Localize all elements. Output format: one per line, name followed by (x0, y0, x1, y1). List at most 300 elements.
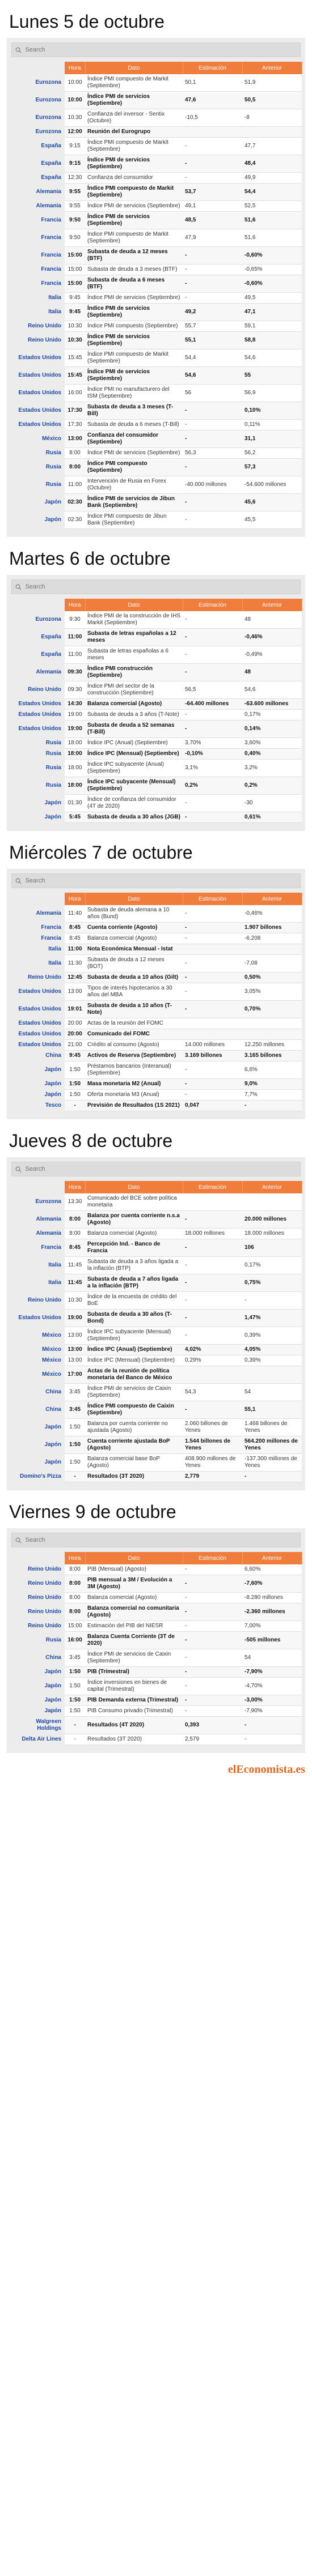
header-estimacion[interactable]: Estimación (183, 1181, 242, 1193)
search-bar[interactable] (11, 873, 301, 888)
table-row[interactable] (11, 1355, 302, 1366)
row-dato: Préstamos bancarios (Interanual) (Septiembre) (85, 1061, 183, 1079)
row-hora: 02:30 (65, 511, 85, 529)
table-row[interactable] (11, 1667, 302, 1678)
table-row[interactable] (11, 1211, 302, 1229)
row-hora: 11:00 (65, 629, 85, 646)
row-dato: Índice PMI de servicios (Septiembre) (85, 304, 183, 321)
row-country: Eurozona (11, 74, 65, 92)
row-anterior: -0,49% (242, 646, 302, 664)
row-dato: Cuenta corriente (Agosto) (85, 923, 183, 933)
row-hora: 17:30 (65, 420, 85, 430)
table-row[interactable] (11, 1090, 302, 1101)
row-estimacion (183, 1029, 242, 1040)
row-estimacion: - (183, 402, 242, 420)
table-row[interactable] (11, 1292, 302, 1310)
header-anterior[interactable]: Anterior (242, 893, 302, 905)
row-hora: 1:50 (65, 1079, 85, 1090)
row-hora: 9:55 (65, 184, 85, 201)
header-estimacion[interactable]: Estimación (183, 893, 242, 905)
table-row[interactable] (11, 1366, 302, 1384)
row-country: Japón (11, 795, 65, 812)
table-row[interactable] (11, 448, 302, 459)
row-anterior (242, 1193, 302, 1211)
row-estimacion (183, 1193, 242, 1211)
header-dato[interactable]: Dato (85, 1181, 183, 1193)
row-anterior: 1.907 billones (242, 923, 302, 933)
row-dato: Nota Económica Mensual - Istat (85, 944, 183, 955)
row-dato: Oferta monetaria M3 (Anual) (85, 1090, 183, 1101)
eleconomista-logo: elEconomista.es (227, 1763, 305, 1776)
row-country: Japón (11, 1436, 65, 1454)
table-row[interactable] (11, 795, 302, 812)
row-anterior: -63.600 millones (242, 699, 302, 710)
table-row[interactable] (11, 321, 302, 332)
table-row[interactable] (11, 265, 302, 275)
row-hora: 8:45 (65, 923, 85, 933)
table-row[interactable] (11, 973, 302, 983)
row-country: España (11, 646, 65, 664)
row-country: Francia (11, 933, 65, 944)
row-estimacion: - (183, 1401, 242, 1419)
row-country: España (11, 629, 65, 646)
row-country: Eurozona (11, 1193, 65, 1211)
row-hora: 8:00 (65, 448, 85, 459)
header-anterior[interactable]: Anterior (242, 599, 302, 611)
table-row[interactable] (11, 1040, 302, 1051)
row-anterior: -8.280 millones (242, 1593, 302, 1603)
row-anterior: 0,70% (242, 1001, 302, 1018)
search-input[interactable] (26, 1166, 297, 1172)
row-anterior: 48 (242, 664, 302, 681)
row-anterior: 3,60% (242, 738, 302, 749)
search-input[interactable] (26, 1537, 297, 1543)
row-hora: 13:00 (65, 1327, 85, 1345)
row-hora: 1:50 (65, 1419, 85, 1436)
header-anterior[interactable]: Anterior (242, 1181, 302, 1193)
table-row[interactable] (11, 304, 302, 321)
row-dato: Cuenta corriente ajustada BoP (Agosto) (85, 1436, 183, 1454)
table-row[interactable] (11, 1734, 302, 1745)
table-row[interactable] (11, 138, 302, 155)
table-row[interactable] (11, 402, 302, 420)
row-country: España (11, 138, 65, 155)
row-hora: 09:30 (65, 664, 85, 681)
row-hora: 8:45 (65, 1239, 85, 1257)
row-country: Eurozona (11, 92, 65, 109)
table-row[interactable] (11, 155, 302, 173)
row-country: Reino Unido (11, 321, 65, 332)
row-dato: Índice PMI del sector de la construcción (Septiembre) (85, 681, 183, 699)
row-country: Estados Unidos (11, 710, 65, 720)
table-row[interactable] (11, 1401, 302, 1419)
search-icon (15, 583, 22, 590)
row-anterior: 54 (242, 1649, 302, 1667)
row-anterior: 51,9 (242, 74, 302, 92)
table-row[interactable] (11, 1101, 302, 1111)
row-estimacion: - (183, 265, 242, 275)
row-anterior: - (242, 1734, 302, 1745)
header-estimacion[interactable]: Estimación (183, 62, 242, 74)
table-row[interactable] (11, 1229, 302, 1239)
header-hora[interactable]: Hora (65, 893, 85, 905)
row-dato: Índice PMI compuesto de Markit (Septiembre) (85, 349, 183, 367)
row-estimacion: - (183, 1632, 242, 1649)
table-row[interactable] (11, 1029, 302, 1040)
table-row[interactable] (11, 511, 302, 529)
row-hora: 15:45 (65, 367, 85, 385)
table-row[interactable] (11, 1575, 302, 1593)
row-estimacion: 3,70% (183, 738, 242, 749)
table-row[interactable] (11, 923, 302, 933)
row-dato: Resultados (3T 2020) (85, 1472, 183, 1482)
row-dato: Índice IPC subyacente (Mensual) (Septiembre) (85, 777, 183, 795)
row-country: Estados Unidos (11, 699, 65, 710)
table-row[interactable] (11, 720, 302, 738)
row-estimacion: 0,393 (183, 1717, 242, 1734)
row-country: Estados Unidos (11, 402, 65, 420)
row-anterior: 55,1 (242, 1401, 302, 1419)
row-anterior: 4,05% (242, 1345, 302, 1355)
table-row[interactable] (11, 738, 302, 749)
row-estimacion: - (183, 646, 242, 664)
row-dato: Índice PMI de la construcción de IHS Markit (Septiembre) (85, 611, 183, 629)
table-row[interactable] (11, 1419, 302, 1436)
table-row[interactable] (11, 1436, 302, 1454)
table-row[interactable] (11, 201, 302, 212)
header-estimacion[interactable]: Estimación (183, 599, 242, 611)
row-anterior: 45,5 (242, 511, 302, 529)
table-row[interactable] (11, 1239, 302, 1257)
table-row[interactable] (11, 1001, 302, 1018)
row-hora: 1:50 (65, 1454, 85, 1472)
row-dato: Confianza del inversor - Sentix (Octubre) (85, 109, 183, 127)
table-row[interactable] (11, 1706, 302, 1717)
search-bar[interactable] (11, 42, 301, 57)
table-row[interactable] (11, 332, 302, 349)
header-dato[interactable]: Dato (85, 62, 183, 74)
table-row[interactable] (11, 212, 302, 229)
row-hora: - (65, 1101, 85, 1111)
row-dato: Índice PMI de servicios (Septiembre) (85, 367, 183, 385)
table-row[interactable] (11, 420, 302, 430)
row-hora: 9:15 (65, 138, 85, 155)
header-hora[interactable]: Hora (65, 1181, 85, 1193)
header-anterior[interactable]: Anterior (242, 62, 302, 74)
row-estimacion (183, 127, 242, 138)
table-row[interactable] (11, 1717, 302, 1734)
row-hora: 3:45 (65, 1649, 85, 1667)
table-row[interactable] (11, 275, 302, 293)
row-country: Japón (11, 1695, 65, 1706)
table-row[interactable] (11, 664, 302, 681)
day-section (7, 1131, 305, 1490)
row-hora: 9:50 (65, 229, 85, 247)
header-hora[interactable]: Hora (65, 599, 85, 611)
row-estimacion: - (183, 1327, 242, 1345)
search-bar[interactable] (11, 579, 301, 594)
row-estimacion: - (183, 247, 242, 265)
table-row[interactable] (11, 92, 302, 109)
row-country: Tesco (11, 1101, 65, 1111)
search-input[interactable] (26, 583, 297, 590)
table-row[interactable] (11, 1695, 302, 1706)
row-hora: 10:00 (65, 92, 85, 109)
row-estimacion: - (183, 629, 242, 646)
row-estimacion: 2.060 billones de Yenes (183, 1419, 242, 1436)
table-row[interactable] (11, 1632, 302, 1649)
row-anterior: 106 (242, 1239, 302, 1257)
row-anterior: - (242, 1717, 302, 1734)
header-estimacion[interactable]: Estimación (183, 1552, 242, 1564)
row-country: Reino Unido (11, 1575, 65, 1593)
table-row[interactable] (11, 109, 302, 127)
header-hora[interactable]: Hora (65, 1552, 85, 1564)
row-dato: PIB (Trimestral) (85, 1667, 183, 1678)
search-icon (15, 1537, 22, 1543)
row-hora: 10:30 (65, 332, 85, 349)
row-dato: Resultados (3T 2020) (85, 1734, 183, 1745)
table-row[interactable] (11, 1564, 302, 1575)
table-header-row (11, 1181, 302, 1193)
row-estimacion: 0,2% (183, 777, 242, 795)
table-row[interactable] (11, 229, 302, 247)
row-country: Rusia (11, 777, 65, 795)
row-estimacion: - (183, 611, 242, 629)
table-row[interactable] (11, 74, 302, 92)
row-anterior: 58,8 (242, 332, 302, 349)
row-anterior: 54,4 (242, 184, 302, 201)
table-row[interactable] (11, 1079, 302, 1090)
row-country: Estados Unidos (11, 1029, 65, 1040)
row-country: Rusia (11, 448, 65, 459)
header-dato[interactable]: Dato (85, 893, 183, 905)
table-header-row (11, 893, 302, 905)
table-row[interactable] (11, 933, 302, 944)
header-dato[interactable]: Dato (85, 599, 183, 611)
table-row[interactable] (11, 955, 302, 973)
table-row[interactable] (11, 905, 302, 923)
row-country: China (11, 1051, 65, 1061)
row-hora: 18:00 (65, 760, 85, 777)
table-row[interactable] (11, 681, 302, 699)
table-row[interactable] (11, 760, 302, 777)
row-hora: 1:50 (65, 1667, 85, 1678)
table-row[interactable] (11, 127, 302, 138)
row-anterior (242, 1018, 302, 1029)
row-dato: Balanza comercial no comunitaria (Agosto) (85, 1603, 183, 1621)
row-country: Italia (11, 1257, 65, 1274)
row-country: Italia (11, 304, 65, 321)
row-estimacion: 0,29% (183, 1355, 242, 1366)
row-anterior: 51,6 (242, 212, 302, 229)
row-anterior: 9,0% (242, 1079, 302, 1090)
row-estimacion: -64.400 millones (183, 699, 242, 710)
table-row[interactable] (11, 1384, 302, 1401)
table-row[interactable] (11, 983, 302, 1001)
row-anterior: -505 millones (242, 1632, 302, 1649)
table-header-row (11, 62, 302, 74)
row-dato: Índice de la encuesta de crédito del BoE (85, 1292, 183, 1310)
search-bar[interactable] (11, 1533, 301, 1547)
row-estimacion: - (183, 1239, 242, 1257)
day-title: Miércoles 7 de octubre (9, 842, 193, 863)
row-estimacion: - (183, 1695, 242, 1706)
row-estimacion: - (183, 1667, 242, 1678)
row-anterior: -7,90% (242, 1667, 302, 1678)
row-hora: 11:40 (65, 905, 85, 923)
row-hora: 9:45 (65, 1051, 85, 1061)
row-estimacion: - (183, 1001, 242, 1018)
header-anterior[interactable]: Anterior (242, 1552, 302, 1564)
calendar-table (11, 893, 302, 1111)
row-hora: 8:00 (65, 1603, 85, 1621)
table-row[interactable] (11, 494, 302, 511)
row-country: México (11, 1355, 65, 1366)
calendar-table (11, 1181, 302, 1482)
table-row[interactable] (11, 1193, 302, 1211)
row-country: Walgreen Holdings (11, 1717, 65, 1734)
row-estimacion: - (183, 155, 242, 173)
table-row[interactable] (11, 1274, 302, 1292)
row-dato: Subasta de deuda a 6 meses (T-Bill) (85, 420, 183, 430)
table-row[interactable] (11, 710, 302, 720)
row-estimacion: - (183, 173, 242, 184)
row-estimacion: 55,7 (183, 321, 242, 332)
table-row[interactable] (11, 1454, 302, 1472)
row-estimacion: 54,4 (183, 349, 242, 367)
table-row[interactable] (11, 646, 302, 664)
row-anterior: -7,60% (242, 1575, 302, 1593)
row-dato: Índice IPC subyacente (Anual) (Septiembre) (85, 760, 183, 777)
table-row[interactable] (11, 1257, 302, 1274)
day-title: Lunes 5 de octubre (9, 11, 165, 32)
row-estimacion: - (183, 1079, 242, 1090)
table-row[interactable] (11, 173, 302, 184)
row-hora: 13:30 (65, 1193, 85, 1211)
row-dato: Balanza comercial (Agosto) (85, 699, 183, 710)
row-hora: 13:00 (65, 1345, 85, 1355)
row-estimacion: 0,047 (183, 1101, 242, 1111)
row-hora: 1:50 (65, 1061, 85, 1079)
search-bar[interactable] (11, 1162, 301, 1176)
row-dato: PIB (Mensual) (Agosto) (85, 1564, 183, 1575)
table-row[interactable] (11, 1621, 302, 1632)
table-row[interactable] (11, 367, 302, 385)
row-hora: 13:00 (65, 1355, 85, 1366)
table-row[interactable] (11, 1061, 302, 1079)
row-estimacion: - (183, 720, 242, 738)
row-country: Eurozona (11, 127, 65, 138)
row-dato: Actas de la reunión de política monetaria del Banco de México (85, 1366, 183, 1384)
table-row[interactable] (11, 1472, 302, 1482)
table-row[interactable] (11, 459, 302, 476)
row-hora: 11:45 (65, 1257, 85, 1274)
table-row[interactable] (11, 1649, 302, 1667)
row-anterior: 0,75% (242, 1274, 302, 1292)
table-row[interactable] (11, 1345, 302, 1355)
row-estimacion: 55,1 (183, 332, 242, 349)
row-anterior: - (242, 1101, 302, 1111)
row-dato: Subasta de deuda a 12 meses (BOT) (85, 955, 183, 973)
table-row[interactable] (11, 777, 302, 795)
row-hora: 9:45 (65, 293, 85, 304)
table-row[interactable] (11, 1018, 302, 1029)
header-dato[interactable]: Dato (85, 1552, 183, 1564)
row-country: Reino Unido (11, 1593, 65, 1603)
row-anterior: 20.000 millones (242, 1211, 302, 1229)
row-estimacion: -10,5 (183, 109, 242, 127)
row-estimacion: - (183, 1211, 242, 1229)
row-country: Estados Unidos (11, 720, 65, 738)
table-row[interactable] (11, 184, 302, 201)
table-row[interactable] (11, 476, 302, 494)
row-hora: 12:45 (65, 973, 85, 983)
row-anterior: 18.000 millones (242, 1229, 302, 1239)
table-row[interactable] (11, 1603, 302, 1621)
table-row[interactable] (11, 1310, 302, 1327)
row-country: Rusia (11, 760, 65, 777)
search-input[interactable] (26, 877, 297, 884)
row-anterior: 47,1 (242, 304, 302, 321)
header-hora[interactable]: Hora (65, 62, 85, 74)
table-row[interactable] (11, 812, 302, 823)
row-anterior: 47,7 (242, 138, 302, 155)
row-estimacion: 49,2 (183, 304, 242, 321)
table-row[interactable] (11, 1051, 302, 1061)
row-dato: Índice PMI no manufacturero del ISM (Septiembre) (85, 385, 183, 402)
table-row[interactable] (11, 293, 302, 304)
row-estimacion: - (183, 275, 242, 293)
row-dato: Índice IPC subyacente (Mensual) (Septiembre) (85, 1327, 183, 1345)
row-anterior: 49,5 (242, 293, 302, 304)
table-row[interactable] (11, 385, 302, 402)
table-row[interactable] (11, 699, 302, 710)
row-hora: 13:00 (65, 430, 85, 448)
row-dato: Subasta de deuda a 6 meses (BTF) (85, 275, 183, 293)
table-row[interactable] (11, 944, 302, 955)
row-dato: Subasta de deuda a 3 meses (T-Bill) (85, 402, 183, 420)
row-anterior: 54 (242, 1384, 302, 1401)
table-row[interactable] (11, 430, 302, 448)
table-row[interactable] (11, 1327, 302, 1345)
row-estimacion: - (183, 1090, 242, 1101)
row-estimacion (183, 1366, 242, 1384)
day-section (7, 11, 305, 537)
table-row[interactable] (11, 749, 302, 760)
row-country: Estados Unidos (11, 420, 65, 430)
table-row[interactable] (11, 1678, 302, 1695)
table-row[interactable] (11, 611, 302, 629)
row-anterior: 0,50% (242, 973, 302, 983)
table-row[interactable] (11, 1593, 302, 1603)
row-estimacion: - (183, 420, 242, 430)
row-hora: 1:50 (65, 1436, 85, 1454)
table-row[interactable] (11, 349, 302, 367)
row-estimacion: - (183, 795, 242, 812)
row-estimacion: 49,1 (183, 201, 242, 212)
row-anterior: 6,60% (242, 1564, 302, 1575)
table-header-row (11, 599, 302, 611)
row-estimacion: - (183, 973, 242, 983)
row-country: Francia (11, 265, 65, 275)
row-country: México (11, 430, 65, 448)
table-row[interactable] (11, 629, 302, 646)
row-anterior (242, 1366, 302, 1384)
search-input[interactable] (26, 46, 297, 53)
table-row[interactable] (11, 247, 302, 265)
row-anterior: 48 (242, 611, 302, 629)
